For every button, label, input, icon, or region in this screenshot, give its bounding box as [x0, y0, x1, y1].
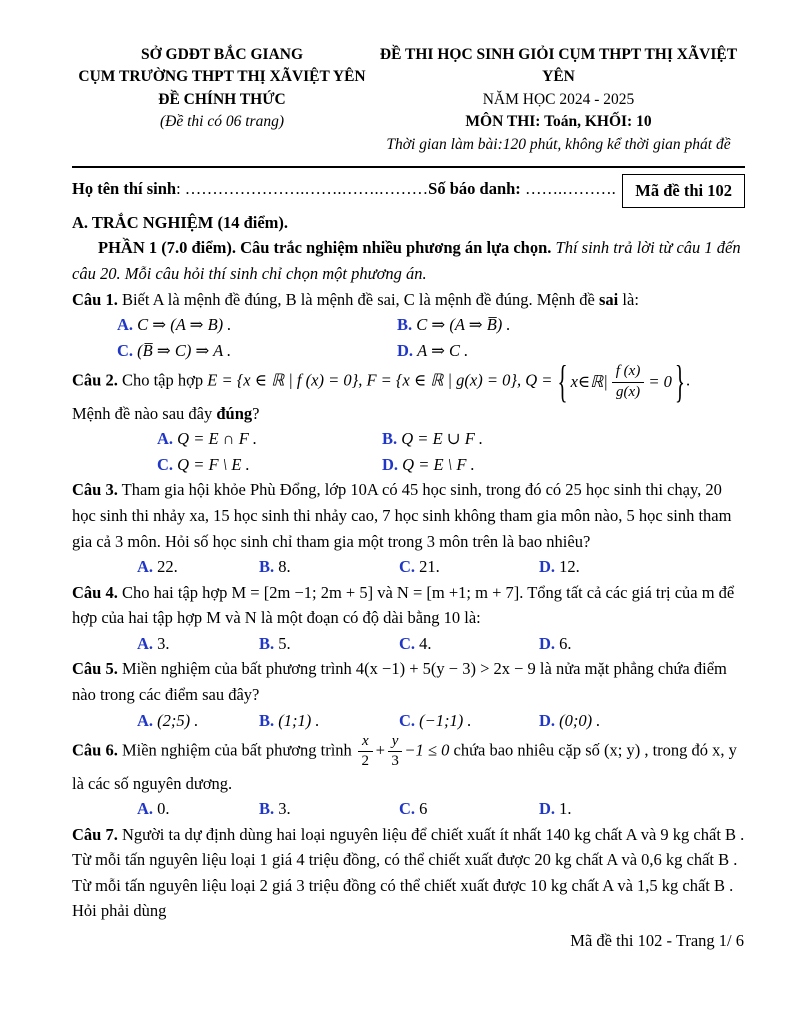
- option-3c: [399, 554, 539, 580]
- inequality-rest: −1 ≤ 0: [404, 740, 450, 760]
- question-2: [72, 355, 745, 407]
- question-4: [72, 580, 745, 631]
- question-3: [72, 477, 745, 554]
- question-4-text: Cho hai tập hợp M = [2m −1; 2m + 5] và N = [m +1; m + 7]. Tổng tất cả các giá trị của m để hợp của hai tập hợp M và N là một đoạn có độ dài bằng 10 là:: [72, 582, 735, 628]
- option-letter: C.: [157, 454, 174, 474]
- school-year: NĂM HỌC 2024 - 2025: [482, 90, 635, 108]
- option-text: 12.: [559, 557, 580, 577]
- option-text: (0;0) .: [559, 710, 601, 730]
- duration-line: Thời gian làm bài:120 phút, không kể thời gian phát đề: [386, 135, 731, 153]
- option-5c: [399, 708, 539, 734]
- question-2-followup-text: Mệnh đề nào sau đây: [72, 403, 217, 423]
- fraction-numerator: f (x): [612, 363, 645, 382]
- question-5-options: [137, 708, 745, 734]
- option-text: 3.: [157, 633, 170, 653]
- option-text: 3.: [278, 799, 291, 819]
- school-cluster-name: CỤM TRƯỜNG THPT THỊ XÃVIỆT YÊN: [78, 68, 366, 86]
- question-5: [72, 656, 745, 707]
- fraction-numerator: y: [388, 733, 403, 752]
- option-letter: D.: [539, 557, 556, 577]
- option-text: Q = E ∪ F .: [401, 429, 484, 449]
- option-text: (2;5) .: [157, 710, 199, 730]
- option-6c: [399, 796, 539, 822]
- candidate-number-label: Số báo danh:: [428, 179, 521, 199]
- option-letter: B.: [259, 710, 275, 730]
- part1-heading: PHẦN 1 (7.0 điểm). Câu trắc nghiệm nhiều phương án lựa chọn.: [98, 238, 552, 258]
- fraction-numerator: x: [358, 733, 373, 752]
- fraction-denominator: 2: [361, 753, 370, 770]
- set-q-prefix: x∈ℝ|: [570, 372, 608, 392]
- option-text: 21.: [419, 557, 440, 577]
- option-2b: [382, 426, 745, 452]
- plus-sign: +: [374, 740, 386, 760]
- option-3b: [259, 554, 399, 580]
- option-3a: [137, 554, 259, 580]
- question-7: [72, 822, 745, 924]
- option-text: Q = E ∩ F .: [177, 429, 258, 449]
- question-5-text: Miền nghiệm của bất phương trình 4(x −1) + 5(y − 3) > 2x − 9 là nửa mặt phẳng chứa điểm nào trong các điểm sau đây?: [72, 659, 727, 704]
- question-2-followup: [72, 401, 745, 427]
- left-brace: {: [557, 355, 568, 407]
- option-letter: A.: [137, 710, 154, 730]
- question-1-text-end: là:: [618, 289, 639, 309]
- option-letter: D.: [539, 799, 556, 819]
- option-text: 1.: [559, 799, 572, 819]
- header-right-block: [372, 44, 745, 156]
- question-3-options: [137, 554, 745, 580]
- candidate-line: [72, 176, 616, 202]
- question-1-label: Câu 1.: [72, 289, 118, 309]
- section-a-heading: A. TRẮC NGHIỆM (14 điểm).: [72, 212, 289, 232]
- option-text: 0.: [157, 799, 170, 819]
- candidate-name-dots: : ………………….…….…….………: [176, 179, 429, 199]
- question-2-label: Câu 2.: [72, 370, 118, 390]
- option-letter: A.: [157, 429, 174, 449]
- exam-header: [72, 44, 745, 156]
- question-6-text-end: chứa bao nhiêu cặp số (x; y) , trong đó x, y là các số nguyên dương.: [72, 740, 737, 793]
- option-letter: D.: [382, 454, 399, 474]
- fraction-x-2: [358, 733, 373, 771]
- department-name: SỞ GDĐT BẮC GIANG: [140, 46, 304, 63]
- option-2d: [382, 452, 745, 478]
- option-letter: B.: [397, 315, 413, 335]
- question-4-options: [137, 631, 745, 657]
- question-2-sets: E = {x ∈ ℝ | f (x) = 0}, F = {x ∈ ℝ | g(x) = 0}, Q =: [207, 370, 553, 390]
- right-brace: }: [674, 355, 685, 407]
- option-letter: B.: [259, 633, 275, 653]
- option-text: (1;1) .: [278, 710, 320, 730]
- option-letter: D.: [539, 710, 556, 730]
- exam-title: ĐỀ THI HỌC SINH GIỎI CỤM THPT THỊ XÃVIỆT YÊN: [379, 46, 738, 86]
- question-2-options: [157, 426, 745, 477]
- question-6-label: Câu 6.: [72, 740, 118, 760]
- fraction-fx-gx: [612, 363, 645, 401]
- question-1: [72, 287, 745, 313]
- option-6d: [539, 796, 745, 822]
- question-2-followup-end: ?: [252, 403, 260, 423]
- page-count-note: (Đề thi có 06 trang): [160, 113, 284, 131]
- question-5-label: Câu 5.: [72, 659, 118, 679]
- question-7-label: Câu 7.: [72, 824, 118, 844]
- option-text: A ⇒ C .: [417, 340, 469, 360]
- option-text: Q = E \ F .: [402, 454, 475, 474]
- option-letter: C.: [399, 633, 416, 653]
- option-2c: [157, 452, 382, 478]
- option-letter: B.: [259, 557, 275, 577]
- option-4c: [399, 631, 539, 657]
- option-3d: [539, 554, 745, 580]
- option-letter: D.: [539, 633, 556, 653]
- option-letter: B.: [259, 799, 275, 819]
- official-exam-label: ĐỀ CHÍNH THỨC: [158, 90, 286, 108]
- option-5d: [539, 708, 745, 734]
- option-text: 5.: [278, 633, 291, 653]
- option-4b: [259, 631, 399, 657]
- subject-line: MÔN THI: Toán, KHỐI: 10: [465, 113, 652, 131]
- exam-code-box: Mã đề thi 102: [622, 174, 745, 208]
- header-left-block: [72, 44, 372, 156]
- option-text: 22.: [157, 557, 178, 577]
- question-1-options: [117, 312, 745, 363]
- option-letter: A.: [137, 799, 154, 819]
- question-2-bold-word: đúng: [216, 403, 253, 423]
- option-5a: [137, 708, 259, 734]
- option-text: 6: [419, 799, 428, 819]
- option-text: Q = F \ E .: [177, 454, 250, 474]
- option-letter: C.: [399, 710, 416, 730]
- option-1d: [397, 338, 745, 364]
- option-2a: [157, 426, 382, 452]
- question-3-text: Tham gia hội khỏe Phù Đổng, lớp 10A có 45 học sinh, trong đó có 25 học sinh thi chạy, 20 học sinh thi nhảy xa, 15 học sinh thi nhảy cao, 7 học sinh không tham gia môn nào, 5 học sinh tham gia cả 3 môn. Hỏi số học sinh chỉ tham gia một trong 3 môn trên là bao nhiêu?: [72, 480, 732, 551]
- set-q-expression: [557, 355, 686, 407]
- option-letter: B.: [382, 429, 398, 449]
- option-1a: [117, 312, 397, 338]
- option-letter: C.: [117, 340, 134, 360]
- option-text: C ⇒ (A ⇒ B) .: [137, 315, 232, 335]
- question-2-intro: Cho tập hợp: [121, 370, 208, 390]
- option-letter: A.: [137, 633, 154, 653]
- part1-instructions: [72, 235, 745, 286]
- question-7-text: Người ta dự định dùng hai loại nguyên liệu để chiết xuất ít nhất 140 kg chất A và 9 kg chất B . Từ mỗi tấn nguyên liệu loại 1 giá 4 triệu đồng, có thể chiết xuất được 20 kg chất A và 0,6 kg chất B . Từ mỗi tấn nguyên liệu loại 2 giá 3 triệu đồng có thể chiết xuất được 10 kg chất A và 1,5 kg chất B . Hỏi phải dùng: [72, 824, 745, 921]
- set-q-suffix: = 0: [648, 372, 672, 392]
- fraction-y-3: [388, 733, 403, 771]
- option-1b: [397, 312, 745, 338]
- option-text: 6.: [559, 633, 572, 653]
- option-4a: [137, 631, 259, 657]
- option-text: (−1;1) .: [419, 710, 472, 730]
- candidate-row: [72, 176, 745, 208]
- question-1-text: Biết A là mệnh đề đúng, B là mệnh đề sai, C là mệnh đề đúng. Mệnh đề: [121, 289, 600, 309]
- option-6a: [137, 796, 259, 822]
- option-1c: [117, 338, 397, 364]
- option-text: (B̅ ⇒ C) ⇒ A .: [137, 340, 232, 360]
- header-divider: [72, 166, 745, 168]
- question-3-label: Câu 3.: [72, 480, 118, 500]
- option-letter: A.: [137, 557, 154, 577]
- question-2-tail: .: [685, 370, 691, 390]
- option-5b: [259, 708, 399, 734]
- option-text: 8.: [278, 557, 291, 577]
- option-letter: D.: [397, 340, 414, 360]
- option-text: 4.: [419, 633, 432, 653]
- page-footer: Mã đề thi 102 - Trang 1/ 6: [570, 931, 744, 951]
- fraction-denominator: g(x): [615, 383, 641, 400]
- option-text: C ⇒ (A ⇒ B̅) .: [416, 315, 511, 335]
- option-letter: A.: [117, 315, 134, 335]
- option-6b: [259, 796, 399, 822]
- question-4-label: Câu 4.: [72, 582, 118, 602]
- option-letter: C.: [399, 557, 416, 577]
- candidate-name-label: Họ tên thí sinh: [72, 179, 177, 199]
- option-letter: C.: [399, 799, 416, 819]
- part1-note: Thí sinh trả lời từ câu 1 đến câu 20. Mỗi câu hỏi thí sinh chỉ chọn một phương án.: [72, 238, 741, 284]
- candidate-number-dots: …….……….: [520, 179, 616, 199]
- option-4d: [539, 631, 745, 657]
- question-6-text: Miền nghiệm của bất phương trình: [121, 740, 356, 760]
- question-1-bold-word: sai: [599, 289, 619, 309]
- fraction-denominator: 3: [391, 753, 399, 770]
- question-6-options: [137, 796, 745, 822]
- question-6: [72, 733, 745, 796]
